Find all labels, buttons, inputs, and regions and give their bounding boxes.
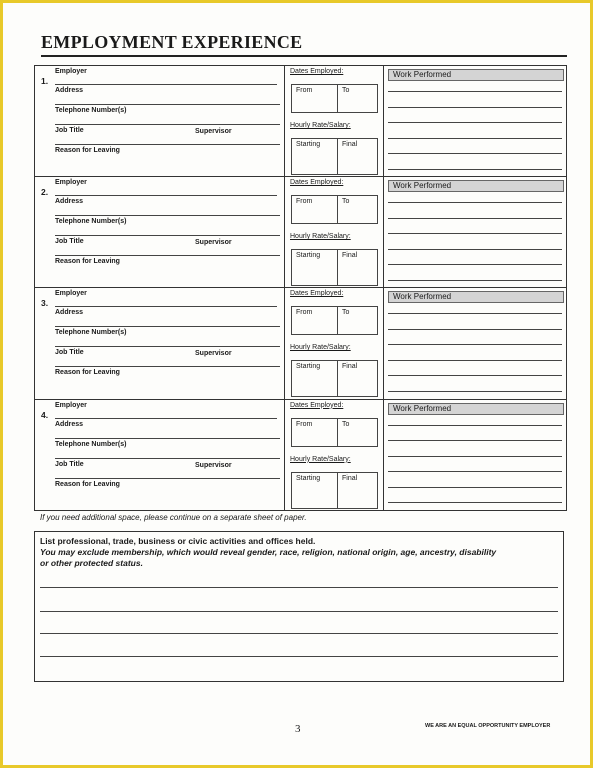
employment-entry xyxy=(35,66,566,177)
work-performed-line[interactable] xyxy=(388,91,562,92)
work-performed-line[interactable] xyxy=(388,218,562,219)
address-label: Address xyxy=(55,87,84,94)
work-performed-line[interactable] xyxy=(388,391,562,392)
entry-number: 3. xyxy=(41,298,49,309)
work-performed-line[interactable] xyxy=(388,107,562,108)
employer-info-column xyxy=(35,177,285,287)
reason-label: Reason for Leaving xyxy=(55,480,120,488)
telephone-field[interactable] xyxy=(55,346,280,347)
job-title-label: Job Title xyxy=(55,127,84,134)
work-performed-line[interactable] xyxy=(388,375,562,376)
job-title-field[interactable] xyxy=(55,144,280,145)
rate-divider xyxy=(337,473,338,508)
final-label: Final xyxy=(342,474,358,482)
rate-box[interactable] xyxy=(291,138,378,175)
job-title-label: Job Title xyxy=(55,460,84,468)
dates-box[interactable] xyxy=(291,84,378,113)
work-performed-line[interactable] xyxy=(388,264,562,265)
work-performed-column xyxy=(384,66,566,176)
dates-rate-column xyxy=(285,177,384,287)
organizations-writing-line[interactable] xyxy=(40,633,558,634)
rate-divider xyxy=(337,139,338,174)
equal-opportunity-statement: WE ARE AN EQUAL OPPORTUNITY EMPLOYER xyxy=(425,723,551,729)
dates-box[interactable] xyxy=(291,195,378,224)
work-performed-line[interactable] xyxy=(388,471,562,472)
organizations-line-3: or other protected status. xyxy=(40,558,143,568)
rate-box[interactable] xyxy=(291,249,378,286)
organizations-writing-line[interactable] xyxy=(40,611,558,612)
employment-table xyxy=(34,65,567,511)
telephone-field[interactable] xyxy=(55,124,280,125)
to-label: To xyxy=(342,309,350,317)
organizations-writing-line[interactable] xyxy=(40,587,558,588)
from-label: From xyxy=(296,420,313,428)
dates-divider xyxy=(337,307,338,334)
employer-label: Employer xyxy=(55,68,87,75)
to-label: To xyxy=(342,87,350,94)
from-label: From xyxy=(296,309,313,317)
from-label: From xyxy=(296,87,313,94)
final-label: Final xyxy=(342,363,358,371)
work-performed-header: Work Performed xyxy=(388,69,564,81)
from-label: From xyxy=(296,198,313,206)
supervisor-label: Supervisor xyxy=(195,350,232,358)
dates-rate-column xyxy=(285,400,384,511)
reason-label: Reason for Leaving xyxy=(55,369,120,377)
work-performed-line[interactable] xyxy=(388,233,562,234)
starting-label: Starting xyxy=(296,252,321,260)
work-performed-line[interactable] xyxy=(388,456,562,457)
telephone-field[interactable] xyxy=(55,458,280,459)
work-performed-column xyxy=(384,177,566,287)
telephone-label: Telephone Number(s) xyxy=(55,218,127,226)
entry-number: 2. xyxy=(41,187,49,198)
address-field[interactable] xyxy=(55,438,280,439)
form-page xyxy=(3,3,590,765)
reason-label: Reason for Leaving xyxy=(55,147,120,154)
entry-number: 4. xyxy=(41,409,49,420)
work-performed-header: Work Performed xyxy=(388,403,564,415)
supervisor-label: Supervisor xyxy=(195,128,232,135)
organizations-section xyxy=(34,531,564,682)
work-performed-column xyxy=(384,400,566,511)
employer-info-column xyxy=(35,66,285,176)
work-performed-line[interactable] xyxy=(388,360,562,361)
dates-rate-column xyxy=(285,288,384,398)
dates-box[interactable] xyxy=(291,418,378,447)
work-performed-line[interactable] xyxy=(388,169,562,170)
address-field[interactable] xyxy=(55,215,280,216)
employer-field[interactable] xyxy=(55,306,277,307)
address-field[interactable] xyxy=(55,326,280,327)
employer-field[interactable] xyxy=(55,195,277,196)
to-label: To xyxy=(342,420,350,428)
entry-number: 1. xyxy=(41,76,49,86)
address-field[interactable] xyxy=(55,104,280,105)
dates-employed-label: Dates Employed: xyxy=(290,68,344,75)
supervisor-label: Supervisor xyxy=(195,239,232,247)
address-label: Address xyxy=(55,198,84,206)
work-performed-line[interactable] xyxy=(388,280,562,281)
organizations-line-2: You may exclude membership, which would reveal gender, race, religion, national origin, age, ancestry, disability xyxy=(40,547,497,557)
address-label: Address xyxy=(55,420,84,428)
final-label: Final xyxy=(342,141,358,148)
telephone-label: Telephone Number(s) xyxy=(55,329,127,337)
work-performed-line[interactable] xyxy=(388,249,562,250)
work-performed-line[interactable] xyxy=(388,502,562,503)
work-performed-line[interactable] xyxy=(388,425,562,426)
rate-box[interactable] xyxy=(291,472,378,509)
hourly-rate-label: Hourly Rate/Salary: xyxy=(290,455,351,463)
job-title-label: Job Title xyxy=(55,238,84,246)
work-performed-line[interactable] xyxy=(388,138,562,139)
work-performed-line[interactable] xyxy=(388,122,562,123)
employer-field[interactable] xyxy=(55,84,277,85)
telephone-field[interactable] xyxy=(55,235,280,236)
title-rule xyxy=(41,55,567,57)
to-label: To xyxy=(342,198,350,206)
employment-entry xyxy=(35,288,566,399)
job-title-field[interactable] xyxy=(55,366,280,367)
page-number: 3 xyxy=(295,723,301,735)
dates-divider xyxy=(337,196,338,223)
dates-employed-label: Dates Employed: xyxy=(290,290,344,298)
address-label: Address xyxy=(55,309,84,317)
rate-divider xyxy=(337,361,338,396)
work-performed-line[interactable] xyxy=(388,344,562,345)
employer-label: Employer xyxy=(55,290,87,298)
organizations-instructions xyxy=(40,536,496,569)
dates-divider xyxy=(337,85,338,112)
organizations-line-1: List professional, trade, business or civic activities and offices held. xyxy=(40,536,316,546)
reason-label: Reason for Leaving xyxy=(55,258,120,266)
job-title-label: Job Title xyxy=(55,349,84,357)
dates-rate-column xyxy=(285,66,384,176)
work-performed-header: Work Performed xyxy=(388,291,564,303)
starting-label: Starting xyxy=(296,141,321,148)
work-performed-line[interactable] xyxy=(388,202,562,203)
dates-employed-label: Dates Employed: xyxy=(290,179,344,187)
organizations-writing-line[interactable] xyxy=(40,656,558,657)
telephone-label: Telephone Number(s) xyxy=(55,107,127,114)
work-performed-line[interactable] xyxy=(388,440,562,441)
work-performed-header: Work Performed xyxy=(388,180,564,192)
page-title: EMPLOYMENT EXPERIENCE xyxy=(41,32,303,52)
work-performed-column xyxy=(384,288,566,398)
employer-field[interactable] xyxy=(55,418,277,419)
starting-label: Starting xyxy=(296,363,321,371)
employment-entry xyxy=(35,400,566,511)
work-performed-line[interactable] xyxy=(388,487,562,488)
starting-label: Starting xyxy=(296,474,321,482)
work-performed-line[interactable] xyxy=(388,153,562,154)
telephone-label: Telephone Number(s) xyxy=(55,440,127,448)
rate-box[interactable] xyxy=(291,360,378,397)
employer-info-column xyxy=(35,288,285,398)
job-title-field[interactable] xyxy=(55,255,280,256)
employer-info-column xyxy=(35,400,285,511)
additional-space-note: If you need additional space, please continue on a separate sheet of paper. xyxy=(40,513,307,522)
hourly-rate-label: Hourly Rate/Salary: xyxy=(290,122,351,129)
hourly-rate-label: Hourly Rate/Salary: xyxy=(290,344,351,352)
final-label: Final xyxy=(342,252,358,260)
hourly-rate-label: Hourly Rate/Salary: xyxy=(290,233,351,241)
job-title-field[interactable] xyxy=(55,478,280,479)
work-performed-line[interactable] xyxy=(388,329,562,330)
dates-employed-label: Dates Employed: xyxy=(290,401,344,409)
dates-divider xyxy=(337,419,338,446)
rate-divider xyxy=(337,250,338,285)
employer-label: Employer xyxy=(55,179,87,187)
dates-box[interactable] xyxy=(291,306,378,335)
work-performed-line[interactable] xyxy=(388,313,562,314)
supervisor-label: Supervisor xyxy=(195,461,232,469)
employment-entry xyxy=(35,177,566,288)
employer-label: Employer xyxy=(55,401,87,409)
